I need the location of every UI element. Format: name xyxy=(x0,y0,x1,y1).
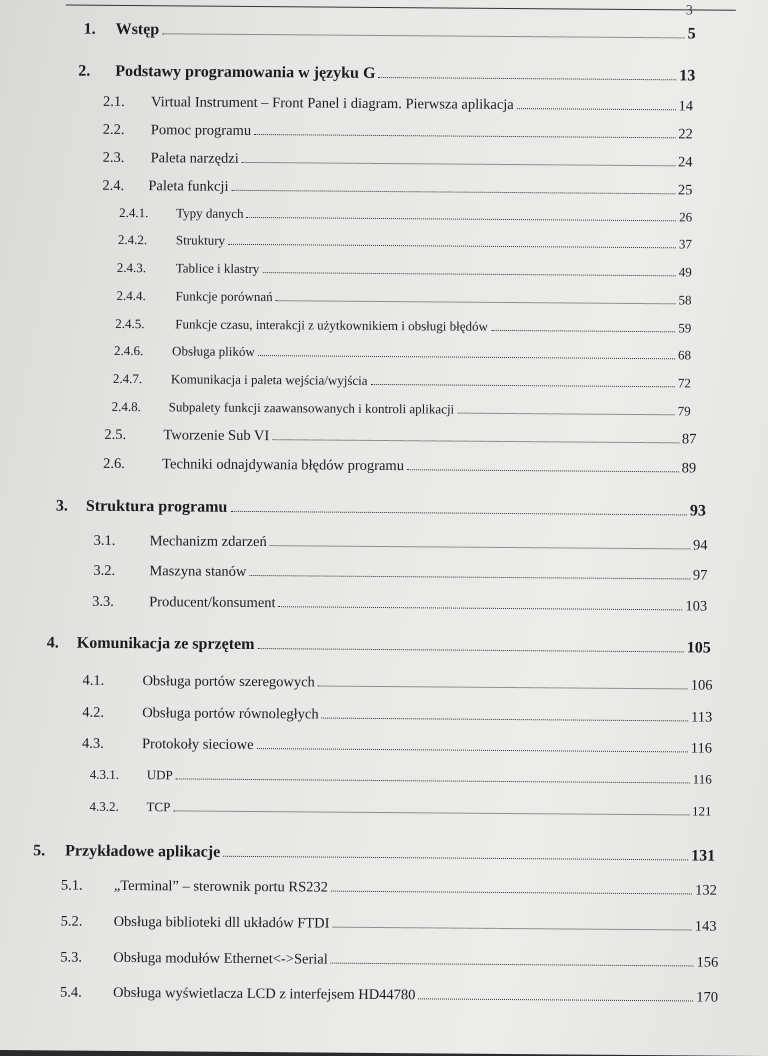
dot-leader xyxy=(257,748,688,752)
toc-entry xyxy=(103,150,693,172)
toc-entry-title: Protokoły sieciowe xyxy=(141,736,254,754)
toc-entry-page: 14 xyxy=(678,98,694,115)
toc-entry-title: Subpalety funkcji zaawansowanych i kontroli aplikacji xyxy=(168,399,455,417)
toc-entry xyxy=(102,178,692,200)
dot-leader xyxy=(331,963,694,967)
toc-entry-page: 13 xyxy=(679,67,696,85)
toc-entry xyxy=(61,914,717,936)
toc-entry xyxy=(104,427,696,449)
dot-leader xyxy=(176,778,690,783)
toc-entry-number: 4.3.1. xyxy=(89,766,120,782)
toc-entry-page: 49 xyxy=(678,264,692,280)
toc-entry-number: 3. xyxy=(55,497,68,515)
dot-leader xyxy=(249,575,689,579)
toc-entry-page: 156 xyxy=(696,954,719,971)
toc-entry-title: Paleta narzędzi xyxy=(150,150,239,167)
toc-entry xyxy=(78,63,695,86)
toc-entry xyxy=(112,399,691,420)
toc-entry-page: 170 xyxy=(696,989,719,1006)
toc-entry-page: 93 xyxy=(689,502,706,520)
toc-entry xyxy=(116,288,691,309)
toc-entry-page: 72 xyxy=(677,375,691,391)
toc-entry-number: 2.2. xyxy=(102,121,125,138)
toc-entry-title: Producent/konsument xyxy=(149,594,276,612)
toc-entry xyxy=(56,497,706,520)
toc-entry-page: 131 xyxy=(691,847,716,865)
toc-entry-number: 2.3. xyxy=(102,149,125,166)
toc-entry-page: 116 xyxy=(692,771,712,787)
dot-leader xyxy=(418,998,693,1001)
toc-entry-title: „Terminal” – sterownik portu RS232 xyxy=(113,877,328,896)
toc-entry xyxy=(82,673,712,695)
toc-entry-page: 106 xyxy=(690,677,713,694)
toc-entry-number: 2.4.8. xyxy=(111,398,141,415)
toc-entry-number: 5.1. xyxy=(60,877,83,894)
toc-entry xyxy=(114,343,691,364)
dot-leader xyxy=(371,384,675,387)
dot-leader xyxy=(378,77,676,80)
dot-leader xyxy=(262,272,675,276)
toc-entry-page: 25 xyxy=(677,182,693,199)
dot-leader xyxy=(457,413,674,416)
toc-entry-number: 2.4.4. xyxy=(116,287,146,304)
toc-entry-title: Komunikacja ze sprzętem xyxy=(76,634,255,654)
toc-entry-title: Tablice i klastry xyxy=(175,260,260,277)
toc-entry-title: UDP xyxy=(146,767,173,783)
toc-entry-page: 132 xyxy=(695,882,717,899)
toc-entry-title: Funkcje porównań xyxy=(175,288,273,305)
dot-leader xyxy=(230,511,686,516)
toc-entry xyxy=(117,260,692,281)
toc-entry xyxy=(103,456,696,478)
toc-entry-number: 4.1. xyxy=(82,672,105,689)
dot-leader xyxy=(331,891,692,895)
toc-entry xyxy=(92,594,707,616)
dot-leader xyxy=(407,469,679,472)
toc-entry-page: 79 xyxy=(677,403,691,419)
dot-leader xyxy=(231,190,674,194)
toc-entry-number: 2.4.3. xyxy=(116,259,147,276)
toc-entry-number: 2.5. xyxy=(104,426,127,444)
toc-entry-title: Techniki odnajdywania błędów programu xyxy=(162,456,405,475)
toc-entry-page: 26 xyxy=(679,209,693,225)
toc-entry xyxy=(103,122,693,144)
toc-entry-number: 3.3. xyxy=(92,593,114,610)
toc-entry xyxy=(60,950,718,972)
dot-leader xyxy=(257,648,683,652)
toc-entry-page: 103 xyxy=(685,598,708,615)
toc-entry-title: Funkcje czasu, interakcji z użytkownikiem i obsługi błędów xyxy=(175,316,489,334)
toc-entry xyxy=(47,634,711,657)
toc-entry-page: 68 xyxy=(678,347,692,363)
toc-entry-number: 4. xyxy=(46,634,59,652)
toc-entry-title: Pomoc programu xyxy=(150,122,252,139)
toc-entry-page: 59 xyxy=(678,320,692,336)
dot-leader xyxy=(223,856,688,861)
toc-entry-number: 4.2. xyxy=(82,704,105,721)
toc-entry-page: 143 xyxy=(694,918,717,935)
toc-entry-title: Struktura programu xyxy=(85,497,228,516)
toc-entry-page: 22 xyxy=(678,126,693,143)
toc-entry-number: 5.3. xyxy=(60,949,83,966)
toc-entry-page: 116 xyxy=(690,740,713,757)
toc-entry-title: Komunikacja i paleta wejścia/wyjścia xyxy=(170,371,368,388)
toc-entry-number: 2.4.1. xyxy=(119,204,149,221)
toc-entry-number: 2. xyxy=(78,62,91,80)
dot-leader xyxy=(491,330,675,332)
toc-entry xyxy=(118,232,692,253)
toc-entry-page: 89 xyxy=(681,460,697,477)
toc-entry-title: Wstęp xyxy=(115,20,160,39)
toc-entry-title: Podstawy programowania w języku G xyxy=(115,62,376,82)
toc-entry-title: Obsługa wyświetlacza LCD z interfejsem HD44780 xyxy=(112,984,416,1004)
toc-entry-number: 2.4.7. xyxy=(112,370,143,387)
toc-entry-title: Obsługa biblioteki dll układów FTDI xyxy=(113,913,330,932)
toc-entry-number: 5.4. xyxy=(59,984,82,1001)
toc-entry-number: 4.3.2. xyxy=(89,798,119,814)
toc-entry xyxy=(82,736,712,758)
corner-mark: 3 xyxy=(685,3,693,19)
toc-entry-number: 2.4.2. xyxy=(117,231,148,248)
toc-entry-number: 2.4. xyxy=(102,177,125,194)
toc-entry-number: 4.3. xyxy=(81,735,104,752)
toc-entry xyxy=(84,21,696,44)
toc-entry xyxy=(33,842,715,865)
toc-entry-number: 5.2. xyxy=(60,913,83,930)
dot-leader xyxy=(173,810,689,815)
toc-entry xyxy=(60,985,718,1007)
toc-entry-page: 105 xyxy=(686,639,711,657)
toc-entry-number: 3.1. xyxy=(93,532,116,549)
toc-entry xyxy=(93,563,707,585)
dot-leader xyxy=(162,33,684,38)
toc-entry-page: 121 xyxy=(691,803,712,819)
toc-entry-title: Obsługa modułów Ethernet<->Serial xyxy=(113,949,328,968)
toc-entry-number: 2.4.5. xyxy=(115,315,145,332)
toc-entry-title: Paleta funkcji xyxy=(148,178,229,195)
toc-entry-title: Tworzenie Sub VI xyxy=(163,427,270,445)
toc-entry xyxy=(115,316,691,337)
toc-entry xyxy=(90,767,712,788)
dot-leader xyxy=(246,217,676,221)
toc-entry xyxy=(103,94,693,116)
toc-entry-page: 97 xyxy=(692,567,708,584)
toc-entry-title: Maszyna stanów xyxy=(149,563,247,580)
dot-leader xyxy=(332,927,691,931)
toc-entry xyxy=(94,533,708,555)
toc-entry xyxy=(119,205,692,225)
toc-entry-page: 5 xyxy=(687,25,696,43)
toc-entry xyxy=(61,878,717,900)
toc-entry-number: 5. xyxy=(33,842,46,860)
dot-leader xyxy=(318,686,688,690)
toc-entry-title: Obsługa portów równoległych xyxy=(142,705,319,723)
dot-leader xyxy=(228,244,676,249)
toc-entry-number: 1. xyxy=(83,20,96,38)
toc-entry-page: 113 xyxy=(690,709,713,726)
dot-leader xyxy=(254,134,675,138)
toc-entry xyxy=(89,799,711,820)
toc-entry-title: Przykładowe aplikacje xyxy=(65,842,221,861)
toc-entry-title: Typy danych xyxy=(176,205,244,221)
toc-entry-title: Virtual Instrument – Front Panel i diagram. Pierwsza aplikacja xyxy=(150,94,514,114)
toc-entry-page: 94 xyxy=(693,537,708,554)
toc-entry-page: 24 xyxy=(678,154,693,171)
toc-entry xyxy=(113,371,691,392)
dot-leader xyxy=(276,300,676,304)
toc-entry-page: 58 xyxy=(678,292,692,308)
dot-leader xyxy=(272,439,679,443)
dot-leader xyxy=(270,545,690,549)
toc-entry-number: 2.4.6. xyxy=(114,342,144,359)
dot-leader xyxy=(258,355,675,359)
dot-leader xyxy=(322,718,688,722)
toc-entry-number: 2.6. xyxy=(103,455,126,472)
toc-entry-title: Obsługa plików xyxy=(172,343,255,360)
toc-entry-number: 3.2. xyxy=(93,562,116,579)
dot-leader xyxy=(242,162,675,166)
dot-leader xyxy=(517,108,676,110)
toc-entry xyxy=(82,705,712,727)
dot-leader xyxy=(279,606,683,610)
toc-entry-page: 87 xyxy=(681,431,697,448)
toc-entry-page: 37 xyxy=(678,236,693,252)
toc-entry-title: Obsługa portów szeregowych xyxy=(142,673,315,691)
toc-entry-title: Struktury xyxy=(175,232,226,248)
toc-entry-title: TCP xyxy=(146,799,171,815)
toc-entry-title: Mechanizm zdarzeń xyxy=(149,533,267,551)
toc-entry-number: 2.1. xyxy=(102,93,125,110)
